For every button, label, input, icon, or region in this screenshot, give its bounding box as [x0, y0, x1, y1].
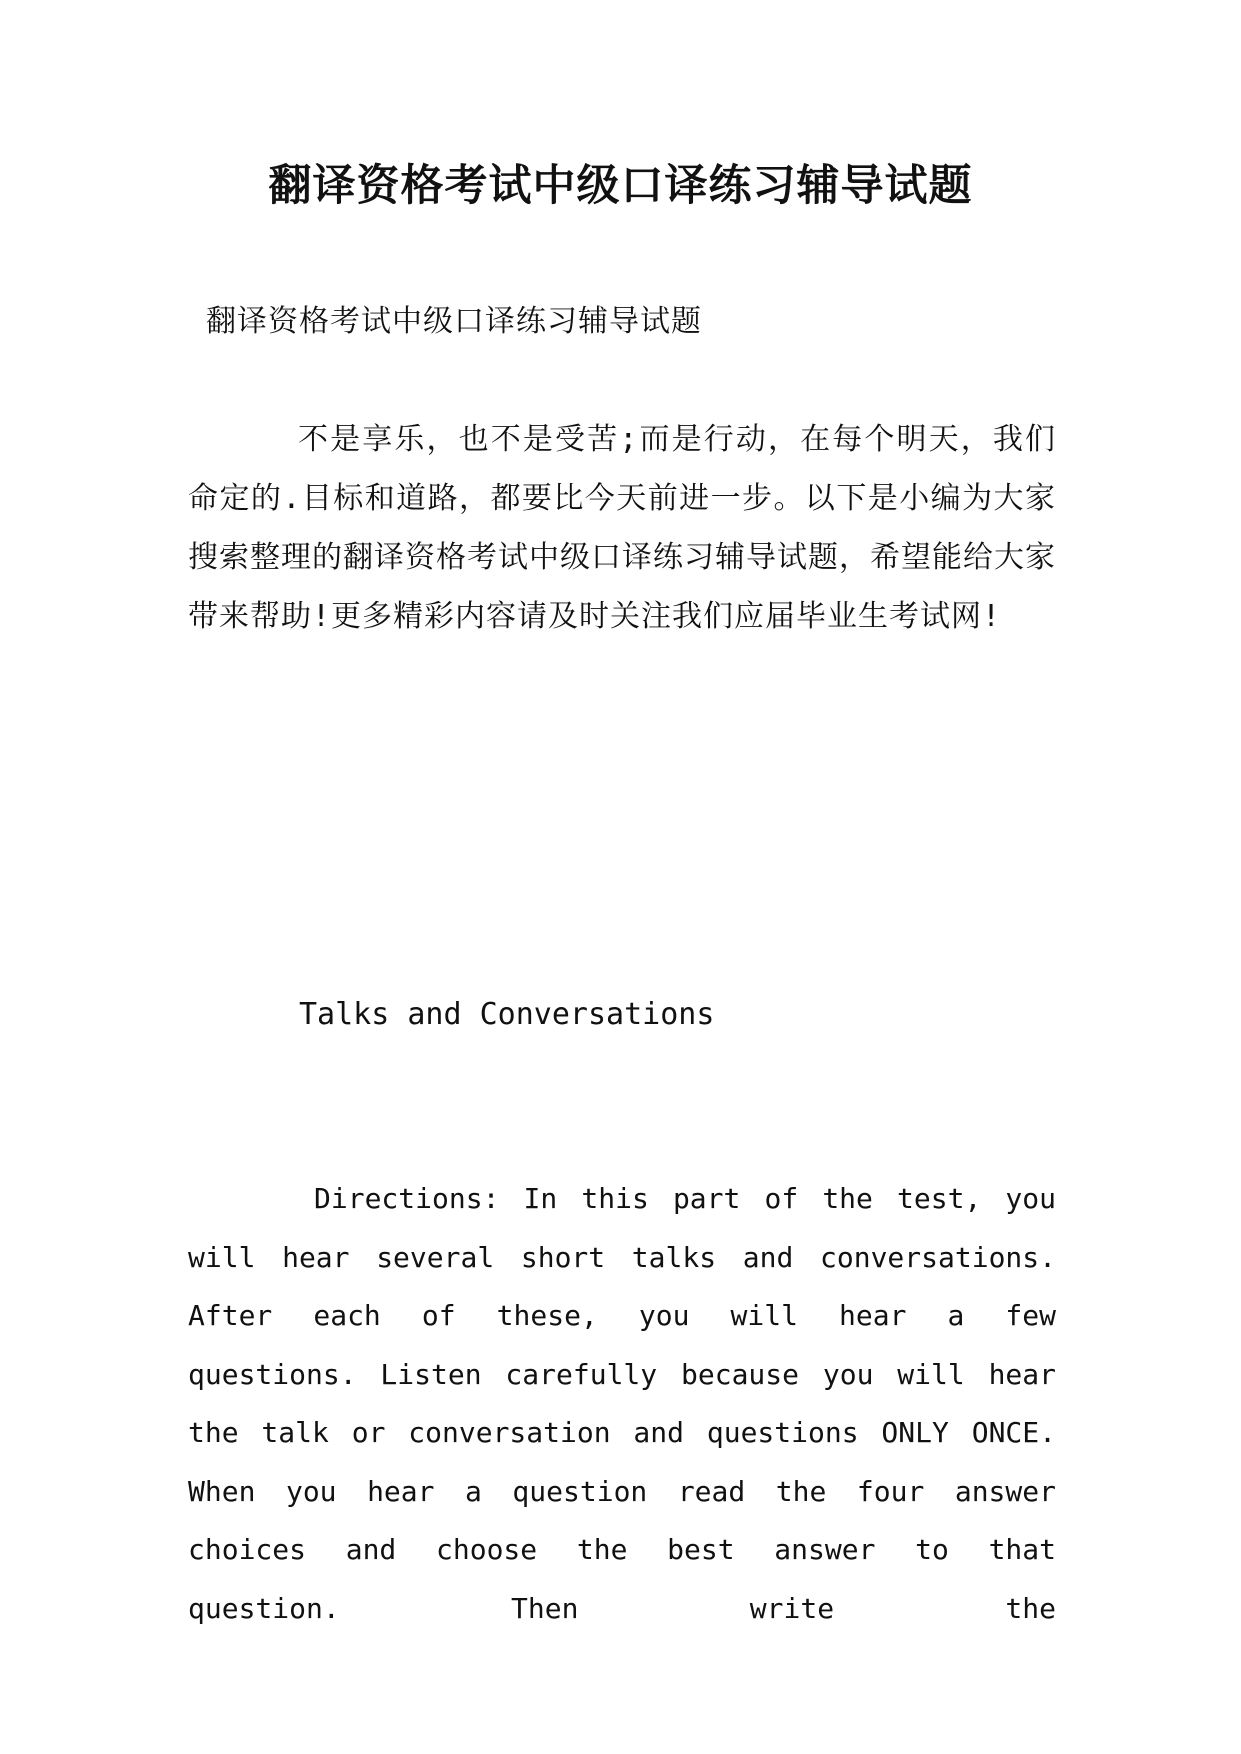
section-heading: Talks and Conversations	[299, 997, 715, 1032]
document-subtitle: 翻译资格考试中级口译练习辅导试题	[206, 304, 702, 339]
directions-paragraph: Directions: In this part of the test, you will hear several short talks and conversations. After each of these, you will hear a few questions. Listen carefully because you will hear the talk or conversation and questions ONLY ONCE. When you hear a question read the four answer choices and choose the best answer to that question. Then write the	[188, 1182, 1056, 1625]
intro-paragraph: 不是享乐，也不是受苦;而是行动，在每个明天，我们命定的.目标和道路，都要比今天前进一步。以下是小编为大家搜索整理的翻译资格考试中级口译练习辅导试题，希望能给大家带来帮助!更多精彩内容请及时关注我们应届毕业生考试网!	[188, 422, 1056, 634]
document-title: 翻译资格考试中级口译练习辅导试题	[268, 161, 973, 211]
